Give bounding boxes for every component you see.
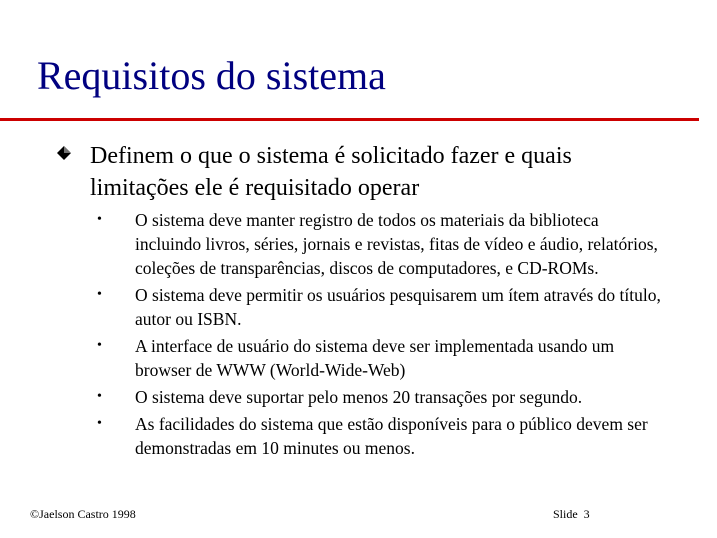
sub-point-text: O sistema deve manter registro de todos os materiais da biblioteca incluindo livros, séries, jornais e revistas, fitas de vídeo e áudio, relatórios, coleções de transparências, discos de computadores, e CD-ROMs. <box>135 210 658 278</box>
sub-point-text: O sistema deve permitir os usuários pesquisarem um ítem através do título, autor ou ISBN. <box>135 285 661 329</box>
sub-point <box>97 385 662 409</box>
main-point: Definem o que o sistema é solicitado fazer e quais limitações ele é requisitado operar <box>90 143 572 201</box>
bullet-icon: • <box>97 287 102 302</box>
sub-point-list <box>97 208 662 463</box>
bullet-icon: • <box>97 212 102 227</box>
sub-point <box>97 208 662 280</box>
sub-point <box>97 412 662 460</box>
title-underline <box>0 118 699 121</box>
bullet-icon: • <box>97 389 102 404</box>
slide-title: Requisitos do sistema <box>37 53 386 98</box>
sub-point <box>97 334 662 382</box>
sub-point <box>97 283 662 331</box>
sub-point-text: As facilidades do sistema que estão disponíveis para o público devem ser demonstradas em 10 minutes ou menos. <box>135 414 648 458</box>
sub-point-text: A interface de usuário do sistema deve ser implementada usando um browser de WWW (World-Wide-Web) <box>135 336 615 380</box>
diamond-icon <box>56 145 72 161</box>
sub-point-text: O sistema deve suportar pelo menos 20 transações por segundo. <box>135 387 583 407</box>
bullet-icon: • <box>97 416 102 431</box>
footer-slide-number: Slide 3 <box>553 507 590 521</box>
bullet-icon: • <box>97 338 102 353</box>
footer-copyright: ©Jaelson Castro 1998 <box>30 507 136 521</box>
